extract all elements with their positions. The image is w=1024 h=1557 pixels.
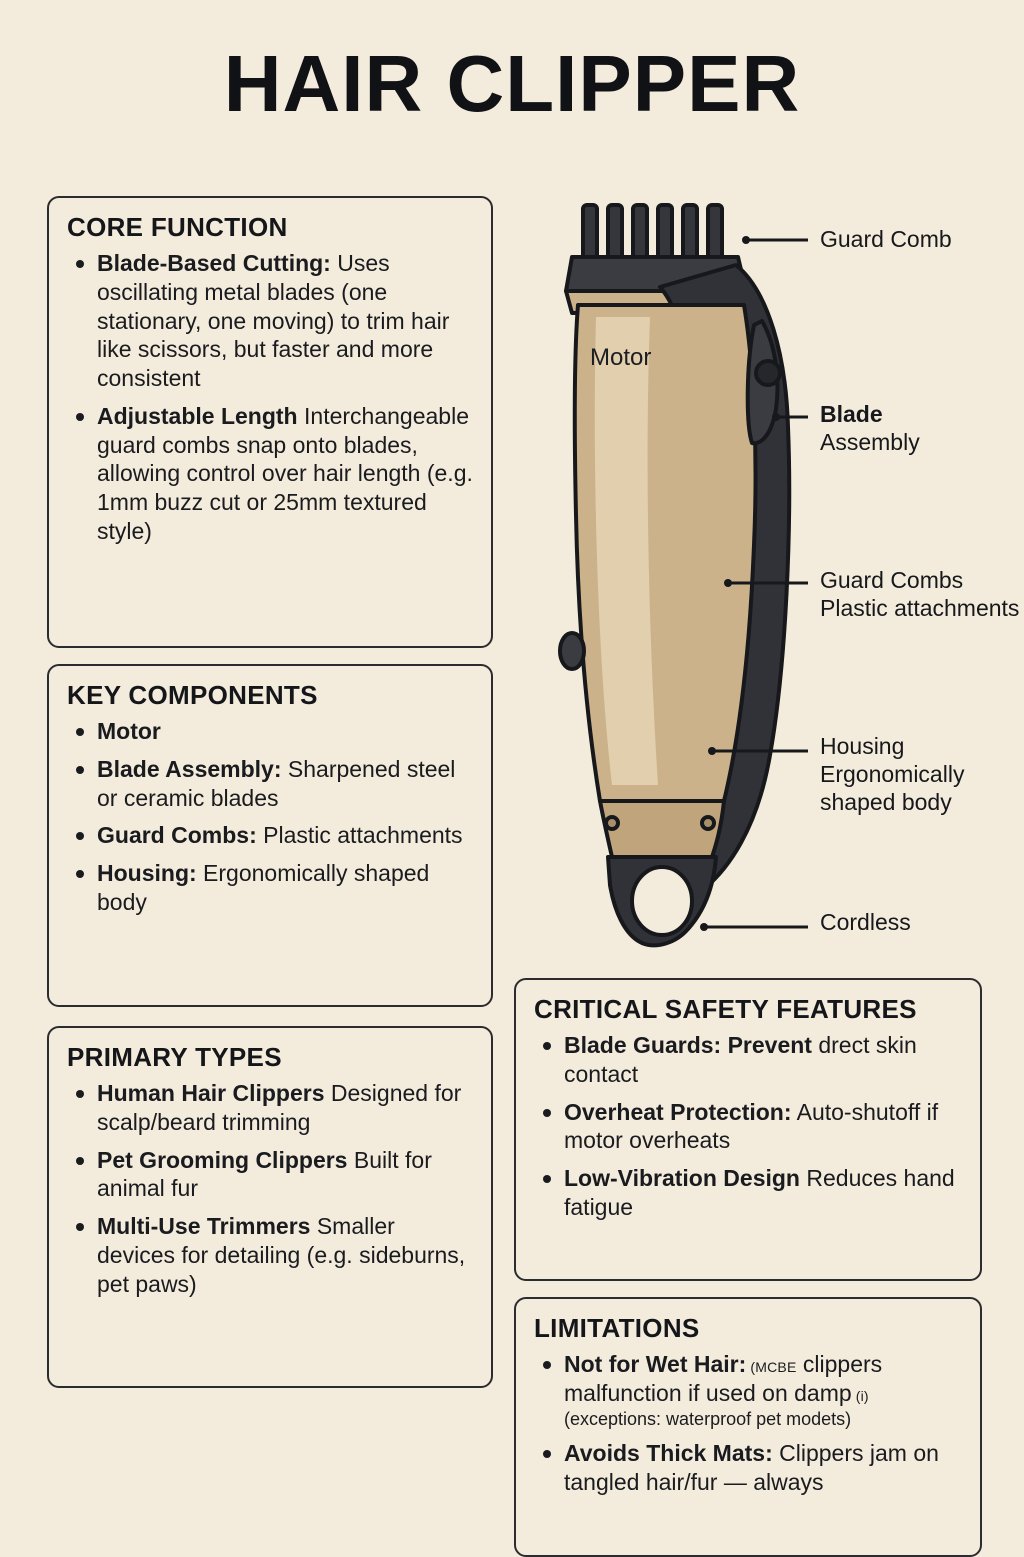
panel-limitations xyxy=(514,1297,982,1557)
list-item xyxy=(67,1146,473,1204)
list-item xyxy=(67,249,473,393)
list-item xyxy=(67,1212,473,1298)
callout-cordless xyxy=(820,908,1020,936)
item-text: drect skin contact xyxy=(564,1032,917,1087)
item-label: Blade Guards: Prevent xyxy=(564,1032,812,1058)
callout-guard-comb xyxy=(820,225,1020,253)
list-item xyxy=(534,1031,962,1089)
list-item xyxy=(67,1079,473,1137)
item-label: Motor xyxy=(97,718,161,744)
primary-types-list xyxy=(67,1079,473,1298)
list-item xyxy=(534,1164,962,1222)
item-label: Guard Combs: xyxy=(97,822,257,849)
panel-primary-types xyxy=(47,1026,493,1388)
list-item xyxy=(67,821,473,850)
item-label: Pet Grooming Clippers xyxy=(97,1146,348,1173)
item-text: Reduces hand fatigue xyxy=(564,1165,955,1220)
callout-label: Housing xyxy=(820,733,905,759)
panel-critical-safety-features xyxy=(514,978,982,1281)
item-text: Interchangeable guard combs snap onto blades, allowing control over hair length (e.g. 1mm buzz cut or 25mm textured style) xyxy=(97,402,473,544)
critical-safety-list xyxy=(534,1031,962,1222)
item-text: clippers malfunction if used on damp xyxy=(564,1351,883,1406)
callout-label: Cordless xyxy=(820,909,911,935)
item-superscript: (i) xyxy=(851,1387,869,1404)
list-item xyxy=(67,717,473,746)
list-item xyxy=(534,1439,962,1497)
callout-label: Blade xyxy=(820,401,883,427)
item-text: Designed for scalp/beard trimming xyxy=(97,1080,462,1135)
list-item xyxy=(534,1350,962,1430)
item-label: Blade Assembly: xyxy=(97,755,282,782)
panel-heading-primary-types: PRIMARY TYPES xyxy=(67,1042,282,1072)
item-label: Avoids Thick Mats: xyxy=(564,1440,773,1466)
callout-label: Guard Combs xyxy=(820,567,964,593)
item-text: Auto-shutoff if motor overheats xyxy=(564,1098,939,1154)
item-label: Multi-Use Trimmers xyxy=(97,1213,311,1239)
callout-guard-combs xyxy=(820,566,1020,622)
item-label: Not for Wet Hair: xyxy=(564,1351,747,1377)
key-components-list xyxy=(67,717,473,917)
item-subnote: (exceptions: waterproof pet modets) xyxy=(564,1408,852,1429)
item-text: Ergonomically shaped body xyxy=(97,860,430,915)
item-text: Clippers jam on tangled hair/fur — always xyxy=(564,1440,939,1495)
panel-heading-key-components: KEY COMPONENTS xyxy=(67,680,318,710)
callout-label: Guard Comb xyxy=(820,226,952,252)
item-label: Overheat Protection: xyxy=(564,1098,792,1125)
list-item xyxy=(534,1098,962,1156)
callout-blade-assembly xyxy=(820,400,1015,456)
callout-sub: Assembly xyxy=(820,429,920,456)
item-text: Uses oscillating metal blades (one stationary, one moving) to trim hair like scissors, but faster and more consistent xyxy=(97,250,450,391)
item-text: Smaller devices for detailing (e.g. sideburns, pet paws) xyxy=(97,1213,466,1297)
panel-heading-limitations: LIMITATIONS xyxy=(534,1313,700,1343)
panel-heading-critical-safety: CRITICAL SAFETY FEATURES xyxy=(534,994,917,1024)
item-label: Blade-Based Cutting: xyxy=(97,250,331,276)
callout-sub: Plastic attachments xyxy=(820,595,1020,622)
panel-core-function xyxy=(47,196,493,648)
callout-sub: Ergonomically shaped body xyxy=(820,761,965,816)
panel-key-components xyxy=(47,664,493,1007)
list-item xyxy=(67,755,473,813)
item-text: Built for animal fur xyxy=(97,1146,432,1202)
list-item xyxy=(67,859,473,917)
page-title: HAIR CLIPPER xyxy=(223,39,801,128)
item-text: Plastic attachments xyxy=(256,822,463,849)
limitations-list xyxy=(534,1350,962,1497)
core-function-list xyxy=(67,249,473,546)
item-text: Sharpened steel or ceramic blades xyxy=(97,755,456,811)
item-label: Low-Vibration Design xyxy=(564,1165,800,1191)
list-item xyxy=(67,402,473,546)
item-label: Human Hair Clippers xyxy=(97,1080,325,1106)
panel-heading-core-function: CORE FUNCTION xyxy=(67,212,288,242)
callout-housing xyxy=(820,732,1020,816)
item-label: Adjustable Length xyxy=(97,402,298,429)
motor-label: Motor xyxy=(590,344,652,371)
item-label: Housing: xyxy=(97,860,197,886)
item-small-note: (MCBE xyxy=(746,1359,797,1375)
